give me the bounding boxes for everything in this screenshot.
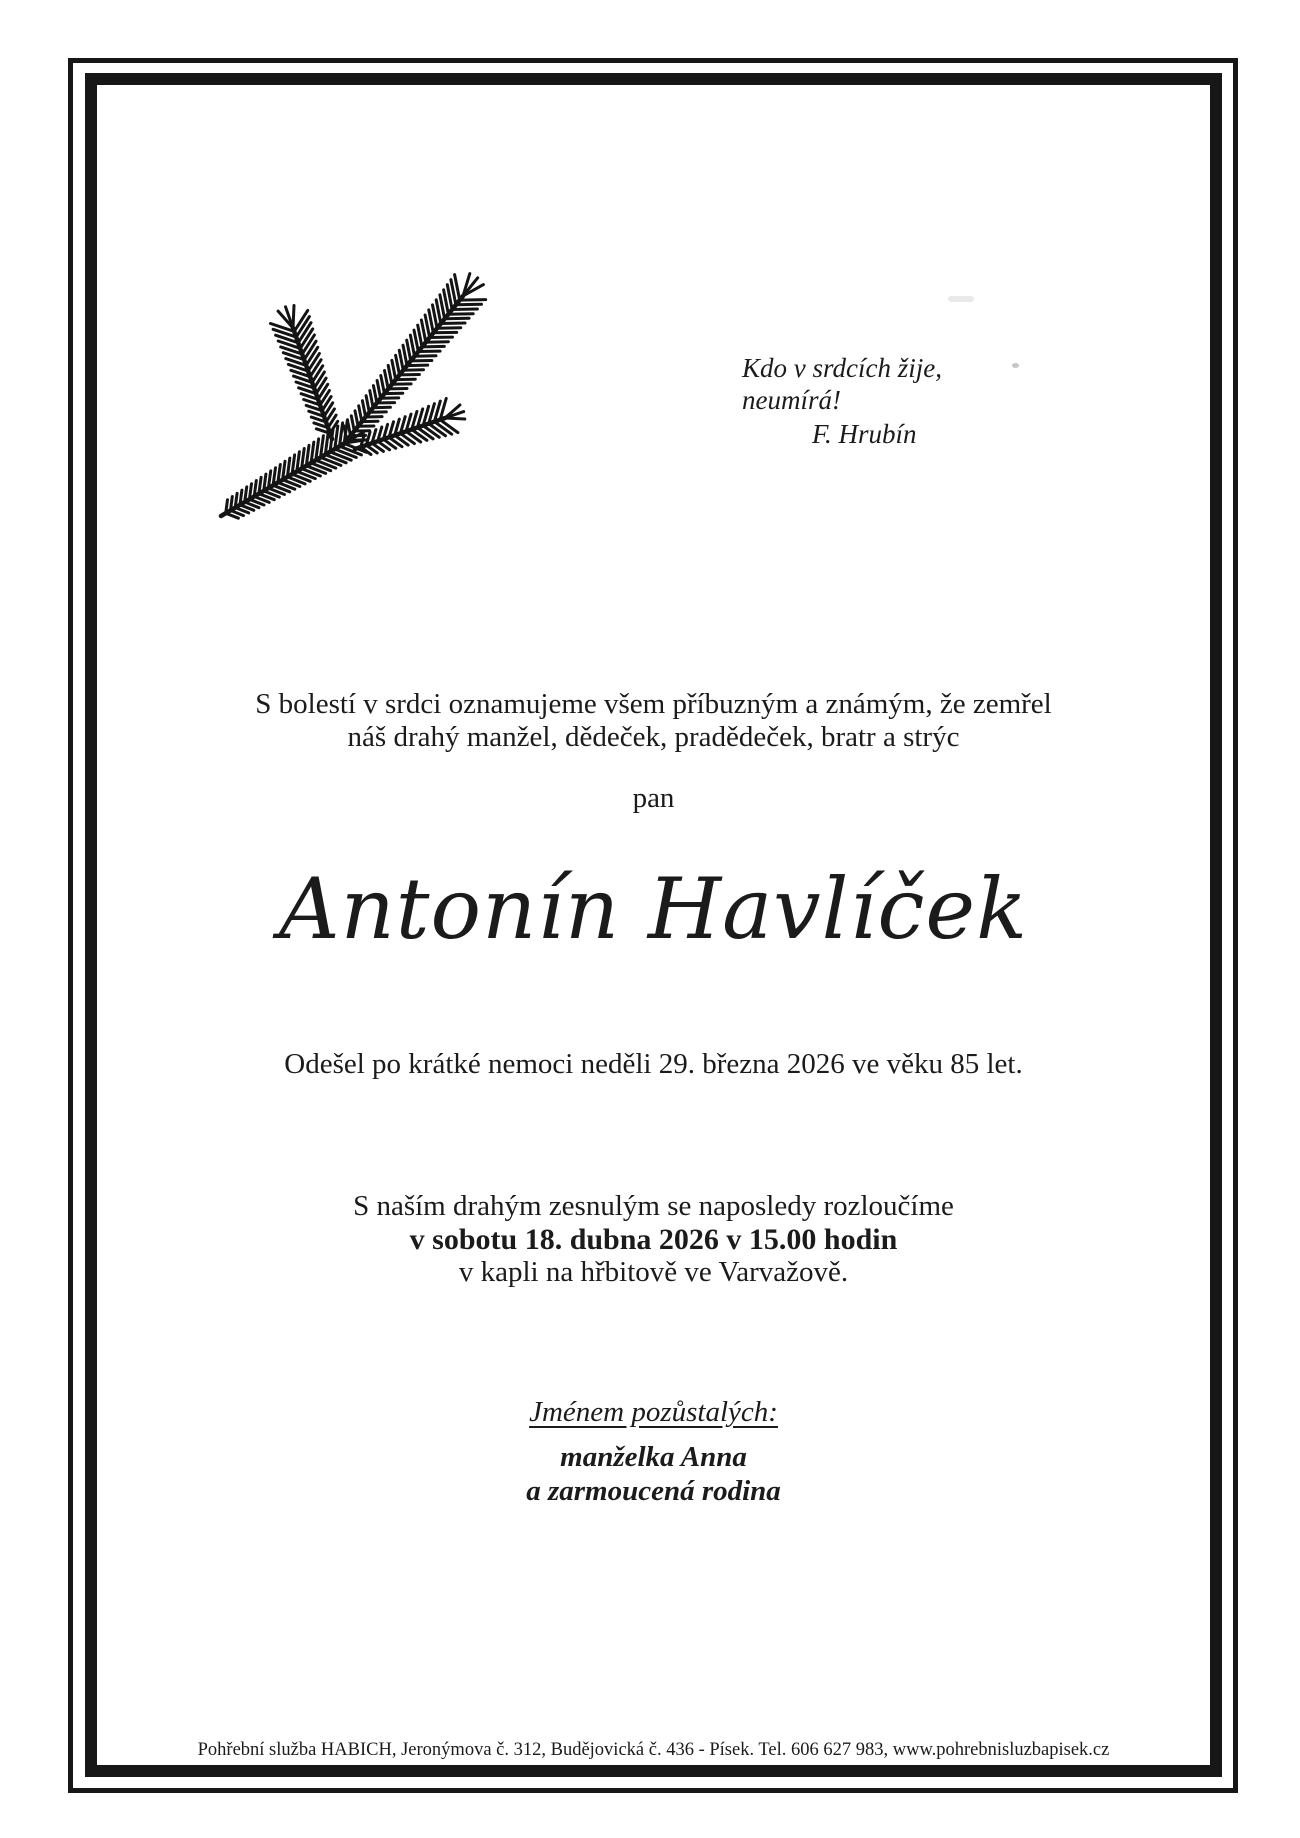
mourners-heading: Jménem pozůstalých: (529, 1396, 778, 1428)
farewell-date-time: v sobotu 18. dubna 2026 v 15.00 hodin (409, 1223, 898, 1256)
mourner-line-2: a zarmoucená rodina (526, 1475, 781, 1507)
death-info: Odešel po krátké nemoci neděli 29. března 2026 ve věku 85 let. (284, 1048, 1023, 1080)
quote-line-1: Kdo v srdcích žije, (742, 353, 942, 383)
salutation: pan (632, 782, 675, 814)
mourner-line-1: manželka Anna (560, 1441, 747, 1473)
scan-artifact (948, 296, 974, 302)
funeral-service-footer: Pohřební služba HABICH, Jeronýmova č. 312, Budějovická č. 436 - Písek. Tel. 606 627 983, www.pohrebnisluzbapisek.cz (197, 1740, 1110, 1760)
farewell-place: v kapli na hřbitově ve Varvažově. (458, 1256, 849, 1288)
farewell-line-1: S naším drahým zesnulým se naposledy rozloučíme (353, 1190, 954, 1222)
memorial-quote (742, 352, 942, 450)
quote-line-2: neumírá! (742, 385, 841, 415)
scan-artifact (1012, 363, 1019, 368)
pine-branch-icon (205, 240, 495, 525)
announcement-line-2: náš drahý manžel, dědeček, pradědeček, bratr a strýc (347, 721, 960, 753)
mourners-names (85, 1440, 1222, 1508)
announcement-text (85, 688, 1222, 754)
announcement-line-1: S bolestí v srdci oznamujeme všem příbuzným a známým, že zemřel (255, 688, 1052, 720)
quote-author: F. Hrubín (812, 419, 917, 449)
deceased-name: Antonín Havlíček (278, 860, 1029, 958)
farewell-details (85, 1190, 1222, 1289)
